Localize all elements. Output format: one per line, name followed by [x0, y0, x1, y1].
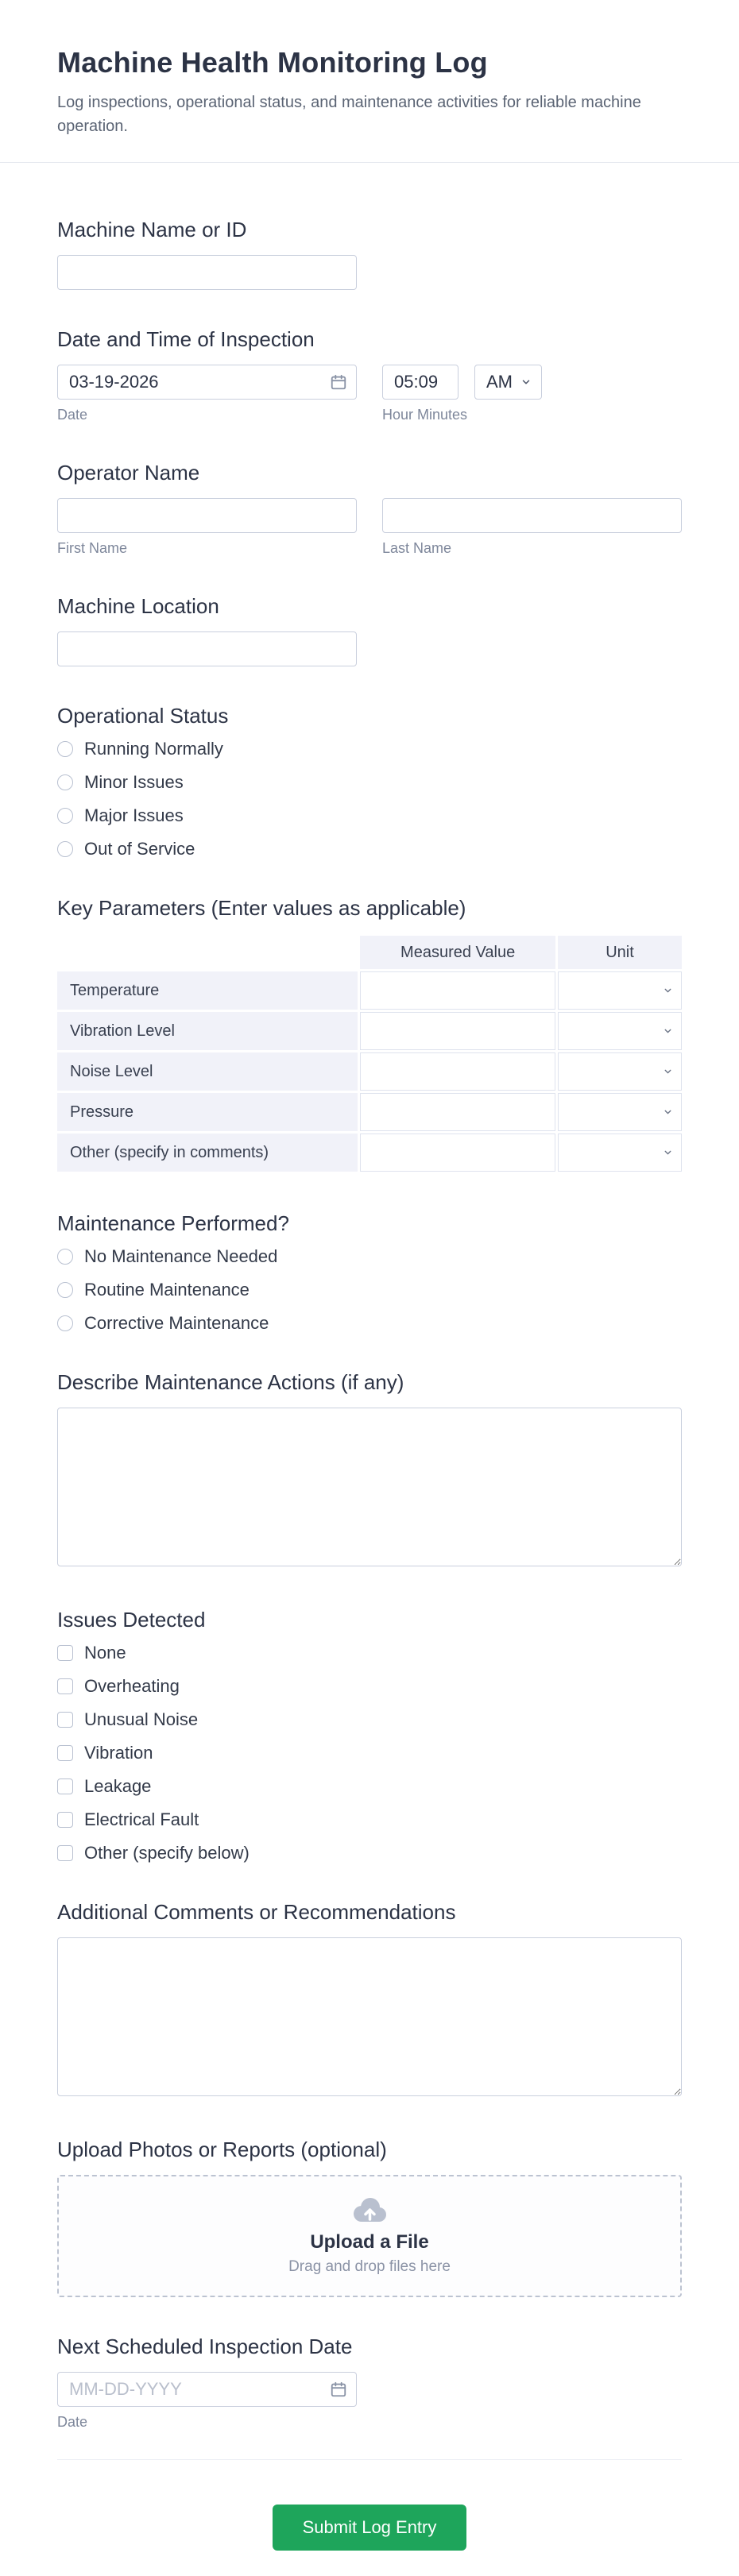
unit-select-vibration-level[interactable]: [558, 1012, 682, 1050]
option-label: Major Issues: [84, 805, 184, 825]
checkbox-icon[interactable]: [57, 1845, 73, 1861]
next-inspection-label: Next Scheduled Inspection Date: [57, 2335, 353, 2358]
maintenance-actions-textarea[interactable]: [57, 1408, 682, 1566]
row-header: Noise Level: [57, 1052, 358, 1091]
checkbox-icon[interactable]: [57, 1645, 73, 1661]
first-name-sublabel: First Name: [57, 540, 128, 556]
column-header-unit: Unit: [558, 936, 682, 969]
additional-comments-label: Additional Comments or Recommendations: [57, 1900, 456, 1924]
measured-value-input-pressure[interactable]: [361, 1094, 555, 1130]
radio-option-routine-maintenance[interactable]: [57, 1280, 682, 1300]
chevron-down-icon: [663, 1026, 673, 1037]
field-machine-location: [57, 593, 682, 666]
option-label: Overheating: [84, 1676, 180, 1696]
row-header: Temperature: [57, 971, 358, 1010]
chevron-down-icon: [663, 986, 673, 996]
checkbox-icon[interactable]: [57, 1778, 73, 1794]
inspection-time-input[interactable]: [382, 365, 458, 400]
last-name-subfield: [382, 498, 682, 557]
chevron-down-icon: [663, 1148, 673, 1158]
meridiem-select[interactable]: [474, 365, 542, 400]
submit-button[interactable]: Submit Log Entry: [273, 2505, 467, 2551]
checkbox-icon[interactable]: [57, 1812, 73, 1828]
upload-label: Upload Photos or Reports (optional): [57, 2138, 387, 2161]
unit-select-other[interactable]: [558, 1134, 682, 1172]
next-inspection-date-input[interactable]: [57, 2372, 357, 2407]
field-additional-comments: [57, 1899, 682, 2100]
option-label: Leakage: [84, 1776, 152, 1796]
table-row-pressure: [57, 1093, 682, 1131]
option-label: No Maintenance Needed: [84, 1246, 278, 1266]
radio-icon[interactable]: [57, 1315, 73, 1331]
table-row-vibration-level: [57, 1012, 682, 1050]
option-label: Unusual Noise: [84, 1709, 199, 1729]
radio-icon[interactable]: [57, 1282, 73, 1298]
time-sublabel: Hour Minutes: [382, 407, 468, 423]
row-header: Pressure: [57, 1093, 358, 1131]
upload-hint: Drag and drop files here: [288, 2258, 451, 2275]
radio-icon[interactable]: [57, 741, 73, 757]
measured-value-input-noise-level[interactable]: [361, 1053, 555, 1090]
inspection-datetime-label: Date and Time of Inspection: [57, 327, 315, 351]
checkbox-option-vibration[interactable]: [57, 1744, 682, 1763]
form-header: [0, 0, 739, 162]
field-issues-detected: [57, 1607, 682, 1863]
field-maintenance-performed: [57, 1211, 682, 1333]
radio-icon[interactable]: [57, 808, 73, 824]
checkbox-icon[interactable]: [57, 1678, 73, 1694]
checkbox-option-electrical-fault[interactable]: [57, 1810, 682, 1829]
key-parameters-table: [55, 933, 684, 1174]
option-label: Other (specify below): [84, 1843, 250, 1863]
inspection-date-input[interactable]: [57, 365, 357, 400]
page-title: Machine Health Monitoring Log: [57, 46, 488, 79]
machine-name-input[interactable]: [57, 255, 357, 290]
field-operational-status: [57, 703, 682, 859]
radio-option-minor-issues[interactable]: [57, 773, 682, 792]
chevron-down-icon: [520, 377, 532, 388]
radio-option-major-issues[interactable]: [57, 806, 682, 825]
upload-button-text: Upload a File: [310, 2231, 429, 2253]
row-header: Other (specify in comments): [57, 1134, 358, 1172]
last-name-sublabel: Last Name: [382, 540, 452, 556]
table-row-other: [57, 1134, 682, 1172]
option-label: Vibration: [84, 1743, 153, 1763]
measured-value-input-other[interactable]: [361, 1134, 555, 1171]
operational-status-label: Operational Status: [57, 704, 229, 728]
checkbox-icon[interactable]: [57, 1712, 73, 1728]
radio-option-corrective-maintenance[interactable]: [57, 1314, 682, 1333]
additional-comments-textarea[interactable]: [57, 1937, 682, 2096]
first-name-subfield: [57, 498, 357, 557]
option-label: Electrical Fault: [84, 1809, 199, 1829]
field-machine-name: [57, 217, 682, 290]
chevron-down-icon: [663, 1067, 673, 1077]
form-body: [0, 163, 739, 2576]
chevron-down-icon: [663, 1107, 673, 1118]
checkbox-option-other[interactable]: [57, 1844, 682, 1863]
submit-bar: [57, 2459, 682, 2576]
machine-location-input[interactable]: [57, 631, 357, 666]
radio-icon[interactable]: [57, 774, 73, 790]
radio-option-no-maintenance[interactable]: [57, 1247, 682, 1266]
checkbox-option-unusual-noise[interactable]: [57, 1710, 682, 1729]
column-header-measured-value: Measured Value: [360, 936, 555, 969]
inspection-date-subfield: [57, 365, 357, 423]
radio-option-out-of-service[interactable]: [57, 840, 682, 859]
meridiem-value: AM: [486, 372, 513, 392]
field-next-inspection: [57, 2334, 682, 2431]
page-subtitle: Log inspections, operational status, and maintenance activities for reliable machine operation.: [57, 94, 641, 135]
maintenance-performed-label: Maintenance Performed?: [57, 1211, 289, 1235]
calendar-icon[interactable]: [330, 2381, 347, 2398]
measured-value-input-vibration-level[interactable]: [361, 1013, 555, 1049]
date-sublabel: Date: [57, 407, 88, 423]
maintenance-actions-label: Describe Maintenance Actions (if any): [57, 1370, 404, 1394]
option-label: None: [84, 1643, 126, 1663]
checkbox-icon[interactable]: [57, 1745, 73, 1761]
key-parameters-label: Key Parameters (Enter values as applicable): [57, 896, 466, 920]
unit-select-pressure[interactable]: [558, 1093, 682, 1131]
calendar-icon[interactable]: [330, 373, 347, 391]
next-inspection-sublabel: Date: [57, 2414, 88, 2430]
radio-option-running-normally[interactable]: [57, 740, 682, 759]
table-row-noise-level: [57, 1052, 682, 1091]
table-row-temperature: [57, 971, 682, 1010]
first-name-input[interactable]: [57, 498, 357, 533]
machine-name-label: Machine Name or ID: [57, 218, 247, 241]
inspection-time-subfield: [382, 365, 542, 423]
field-inspection-datetime: [57, 326, 682, 423]
field-key-parameters: [57, 895, 682, 1174]
machine-location-label: Machine Location: [57, 594, 219, 618]
checkbox-option-leakage[interactable]: [57, 1777, 682, 1796]
radio-icon[interactable]: [57, 1249, 73, 1265]
option-label: Routine Maintenance: [84, 1280, 250, 1300]
row-header: Vibration Level: [57, 1012, 358, 1050]
option-label: Corrective Maintenance: [84, 1313, 269, 1333]
option-label: Out of Service: [84, 839, 195, 859]
field-upload: [57, 2137, 682, 2297]
upload-cloud-icon: [351, 2196, 388, 2223]
table-corner-cell: [57, 936, 358, 969]
operator-name-label: Operator Name: [57, 461, 200, 485]
checkbox-option-none[interactable]: [57, 1643, 682, 1663]
option-label: Running Normally: [84, 739, 223, 759]
file-upload-dropzone[interactable]: [57, 2175, 682, 2297]
unit-select-noise-level[interactable]: [558, 1052, 682, 1091]
field-operator-name: [57, 460, 682, 557]
last-name-input[interactable]: [382, 498, 682, 533]
issues-detected-label: Issues Detected: [57, 1608, 206, 1632]
unit-select-temperature[interactable]: [558, 971, 682, 1010]
option-label: Minor Issues: [84, 772, 184, 792]
field-maintenance-actions: [57, 1369, 682, 1570]
measured-value-input-temperature[interactable]: [361, 972, 555, 1009]
radio-icon[interactable]: [57, 841, 73, 857]
checkbox-option-overheating[interactable]: [57, 1677, 682, 1696]
